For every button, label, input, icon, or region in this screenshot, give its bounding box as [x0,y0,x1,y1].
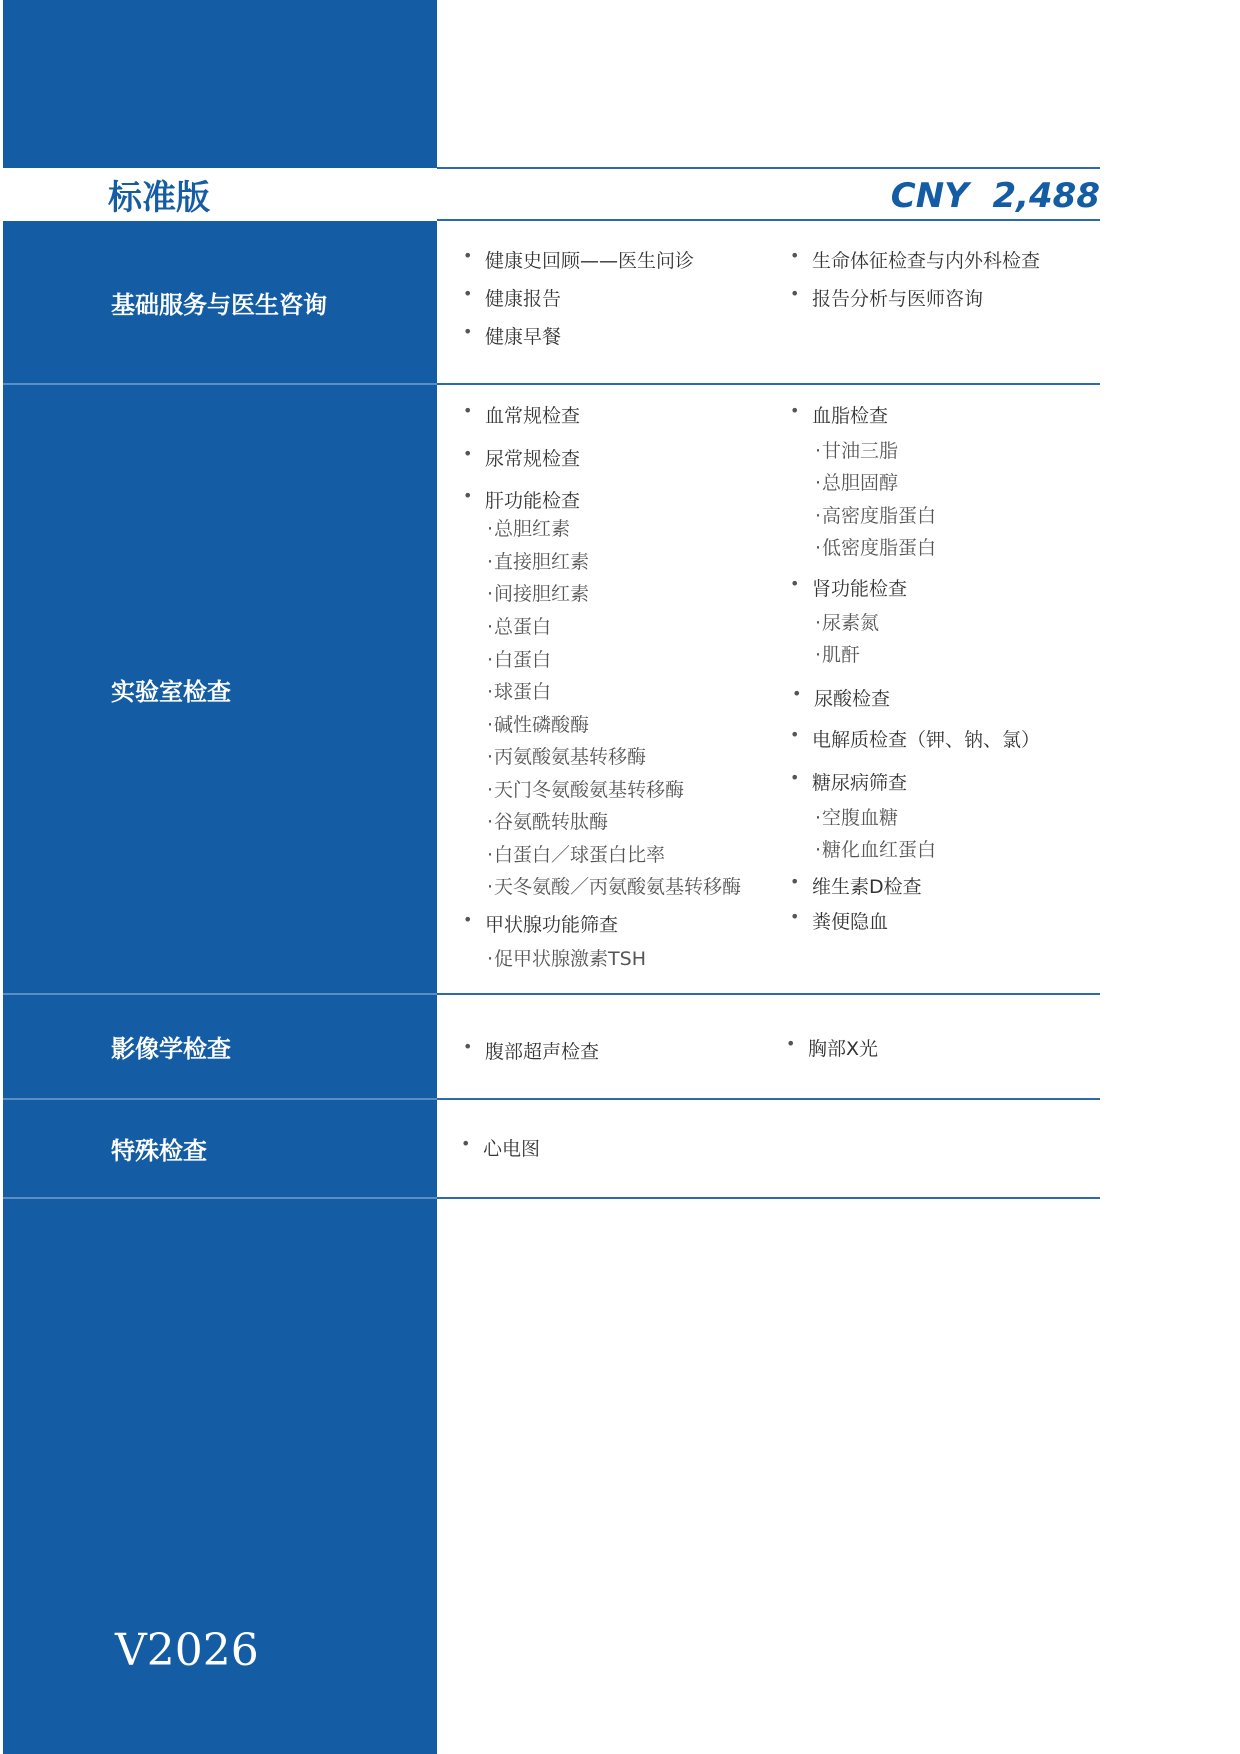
list-item: • 血脂检查 [812,401,888,428]
section-title: 特殊检查 [111,1137,207,1165]
sub-item: · 间接胆红素 [487,579,589,606]
sub-item: · 促甲状腺激素TSH [487,944,646,971]
plan-price: CNY 2,488 [890,176,1100,216]
list-item: • 糖尿病筛查 [812,768,907,795]
list-item: • 腹部超声检查 [485,1037,599,1064]
sub-item: · 天冬氨酸／丙氨酸氨基转移酶 [487,872,741,899]
divider [437,383,1100,385]
section-label-imaging [3,995,437,1098]
sub-item: · 碱性磷酸酶 [487,710,589,737]
sub-item: · 天门冬氨酸氨基转移酶 [487,775,684,802]
section-title: 实验室检查 [111,677,231,706]
sub-item: · 谷氨酰转肽酶 [487,807,608,834]
list-item: • 肾功能检查 [812,574,907,601]
sub-item: · 总胆固醇 [815,468,898,495]
divider [437,993,1100,995]
list-item: • 粪便隐血 [812,907,888,934]
list-item: • 心电图 [483,1134,540,1161]
sub-item: · 高密度脂蛋白 [815,501,936,528]
section-title: 影像学检查 [111,1035,231,1063]
sub-item: · 总蛋白 [487,612,551,639]
divider [437,1098,1100,1100]
section-label-lab [3,385,437,993]
divider [437,167,1100,169]
plan-name: 标准版 [108,178,210,218]
sub-item: · 丙氨酸氨基转移酶 [487,742,646,769]
version-label: V2026 [115,1625,259,1676]
section-label-basic [3,221,437,383]
list-item: • 尿酸检查 [814,684,890,711]
section-label-special [3,1100,437,1197]
sub-item: · 尿素氮 [815,608,879,635]
list-item: • 甲状腺功能筛查 [485,910,618,937]
sub-item: · 白蛋白 [487,645,551,672]
list-item: • 尿常规检查 [485,444,580,471]
divider [437,1197,1100,1199]
sub-item: · 白蛋白／球蛋白比率 [487,840,665,867]
list-item: • 胸部X光 [808,1034,878,1061]
sub-item: · 低密度脂蛋白 [815,533,936,560]
sidebar-header-block [3,0,437,168]
list-item: • 维生素D检查 [812,872,922,899]
list-item: • 健康早餐 [485,322,561,349]
list-item: • 健康报告 [485,284,561,311]
sub-item: · 糖化血红蛋白 [815,835,936,862]
sub-item: · 直接胆红素 [487,547,589,574]
list-item: • 报告分析与医师咨询 [812,284,983,311]
list-item: • 健康史回顾——医生问诊 [485,246,694,273]
list-item: • 肝功能检查 [485,486,580,513]
list-item: • 电解质检查（钾、钠、氯） [812,725,1040,752]
divider [437,219,1100,221]
sub-item: · 甘油三脂 [815,436,898,463]
sub-item: · 总胆红素 [487,514,570,541]
sub-item: · 肌酐 [815,640,860,667]
sub-item: · 球蛋白 [487,677,551,704]
list-item: • 血常规检查 [485,401,580,428]
section-title: 基础服务与医生咨询 [111,290,327,319]
list-item: • 生命体征检查与内外科检查 [812,246,1040,273]
sub-item: · 空腹血糖 [815,803,898,830]
